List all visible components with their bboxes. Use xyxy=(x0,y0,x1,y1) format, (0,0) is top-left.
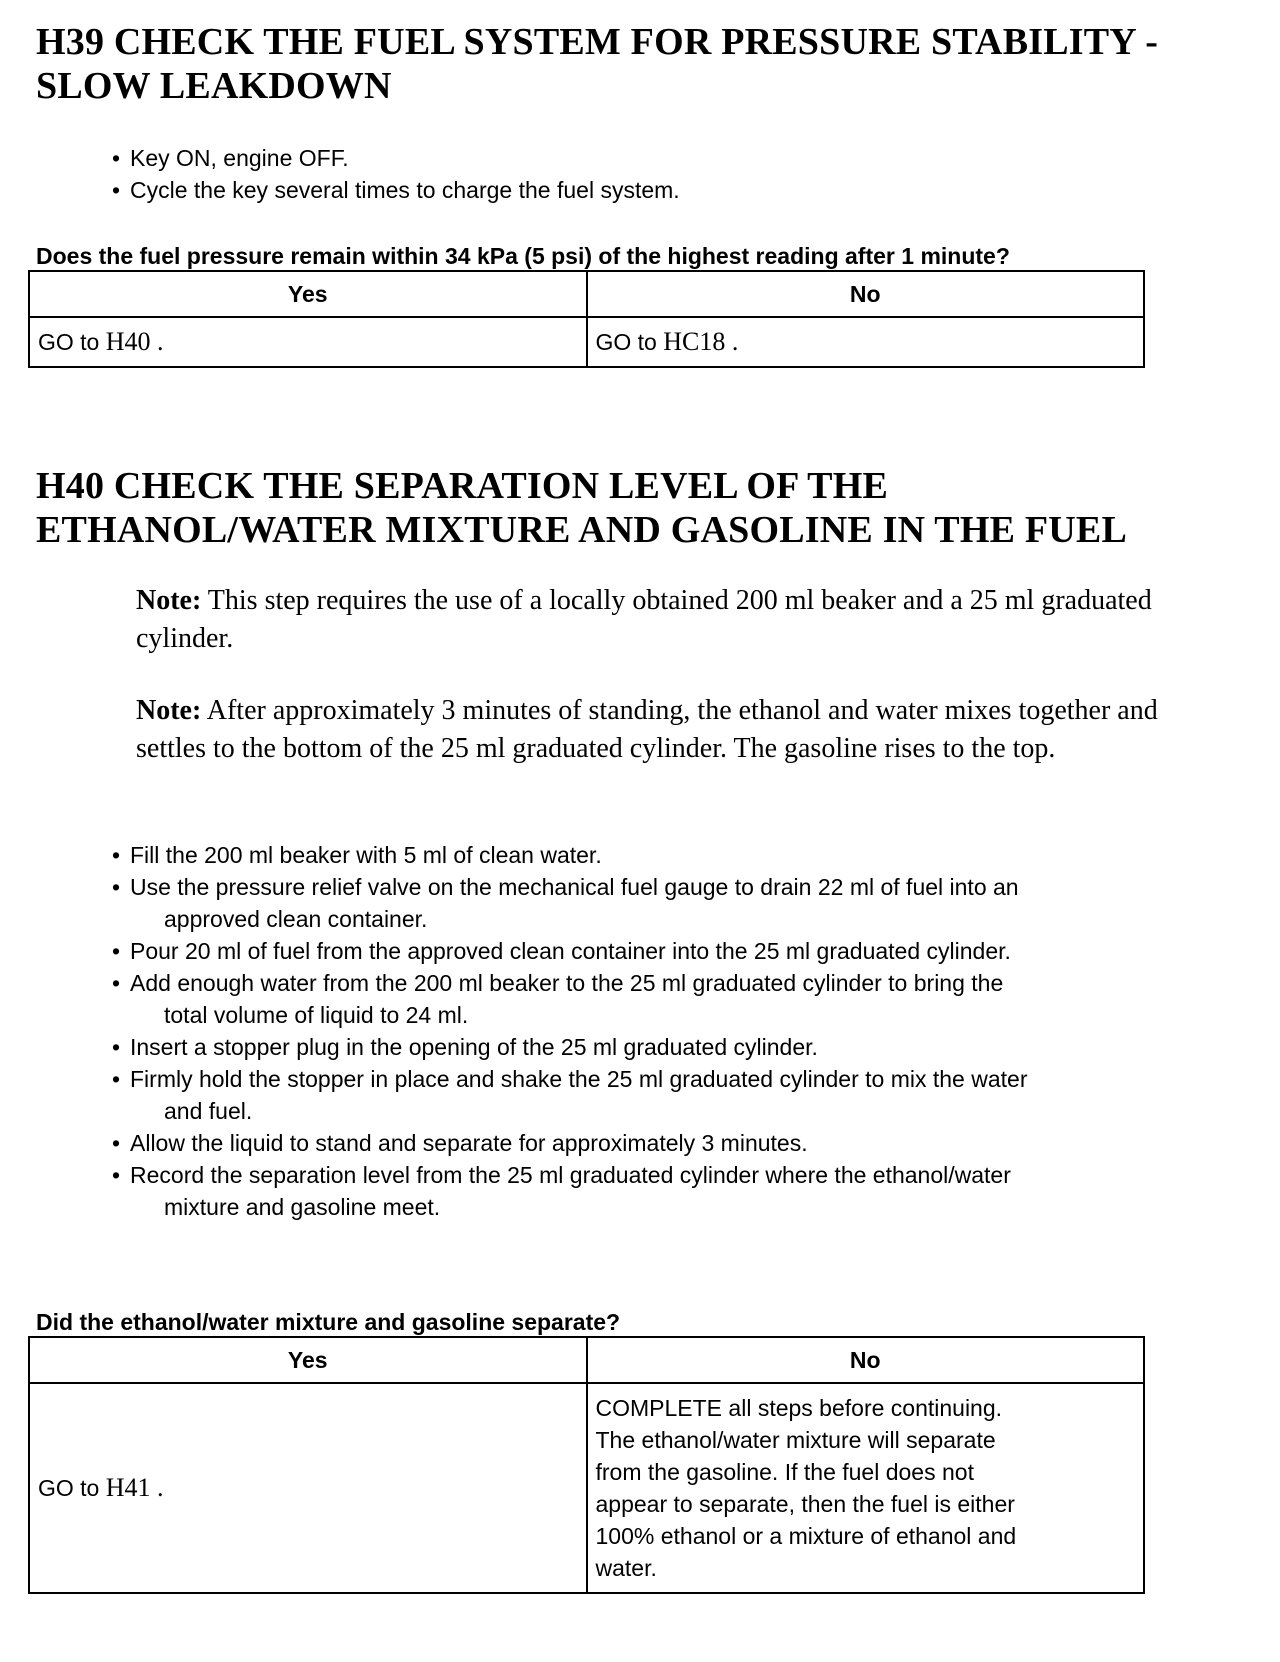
bullet-icon: • xyxy=(112,1162,121,1188)
bullet-icon: • xyxy=(112,1034,121,1060)
yes-header: Yes xyxy=(29,271,587,317)
list-item: • Use the pressure relief valve on the mechanical fuel gauge to drain 22 ml of fuel into an approved clean container. xyxy=(112,871,1027,935)
h40-decision-table xyxy=(28,1336,1145,1594)
h40-title-line1: H40 CHECK THE SEPARATION LEVEL OF THE xyxy=(36,465,889,507)
h39-title-line2: SLOW LEAKDOWN xyxy=(36,65,392,107)
h40-steps-list xyxy=(112,839,1027,1223)
bullet-icon: • xyxy=(112,1066,121,1092)
note-label: Note: xyxy=(136,585,202,616)
list-item: • Firmly hold the stopper in place and shake the 25 ml graduated cylinder to mix the water and fuel. xyxy=(112,1063,1027,1127)
list-item: • Key ON, engine OFF. xyxy=(112,142,680,174)
h41-link[interactable]: H41 . xyxy=(105,1473,164,1502)
list-item: • Cycle the key several times to charge the fuel system. xyxy=(112,174,680,206)
h39-title-line1: H39 CHECK THE FUEL SYSTEM FOR PRESSURE STABILITY - xyxy=(36,21,1159,63)
no-cell: COMPLETE all steps before continuing. The ethanol/water mixture will separate from the gasoline. If the fuel does not appear to separate, then the fuel is either 100% ethanol or a mixture of ethanol and water. xyxy=(587,1383,1145,1593)
bullet-icon: • xyxy=(112,842,121,868)
h39-decision-table xyxy=(28,270,1145,368)
note-1: Note: This step requires the use of a locally obtained 200 ml beaker and a 25 ml graduated cylinder. xyxy=(136,585,1152,654)
bullet-icon: • xyxy=(112,938,121,964)
list-item: • Add enough water from the 200 ml beaker to the 25 ml graduated cylinder to bring the total volume of liquid to 24 ml. xyxy=(112,967,1027,1031)
yes-header: Yes xyxy=(29,1337,587,1383)
hc18-link[interactable]: HC18 . xyxy=(663,327,739,356)
list-item: • Fill the 200 ml beaker with 5 ml of clean water. xyxy=(112,839,1027,871)
h39-title xyxy=(36,20,1158,108)
bullet-icon: • xyxy=(112,177,121,203)
h39-steps-list xyxy=(112,142,680,206)
bullet-icon: • xyxy=(112,145,121,171)
h40-link[interactable]: H40 . xyxy=(105,327,164,356)
h40-title-line2: ETHANOL/WATER MIXTURE AND GASOLINE IN THE FUEL xyxy=(36,509,1127,551)
no-header: No xyxy=(587,1337,1145,1383)
bullet-icon: • xyxy=(112,874,121,900)
bullet-icon: • xyxy=(112,970,121,996)
yes-cell: GO to H40 . xyxy=(29,317,587,367)
bullet-icon: • xyxy=(112,1130,121,1156)
list-item: • Record the separation level from the 25 ml graduated cylinder where the ethanol/water mixture and gasoline meet. xyxy=(112,1159,1027,1223)
list-item: • Insert a stopper plug in the opening of the 25 ml graduated cylinder. xyxy=(112,1031,1027,1063)
h40-question: Did the ethanol/water mixture and gasoline separate? xyxy=(36,1309,621,1335)
note-label: Note: xyxy=(136,695,202,726)
list-item: • Pour 20 ml of fuel from the approved clean container into the 25 ml graduated cylinder. xyxy=(112,935,1027,967)
no-cell: GO to HC18 . xyxy=(587,317,1145,367)
h39-question: Does the fuel pressure remain within 34 kPa (5 psi) of the highest reading after 1 minute? xyxy=(36,243,1010,269)
list-item: • Allow the liquid to stand and separate for approximately 3 minutes. xyxy=(112,1127,1027,1159)
yes-cell: GO to H41 . xyxy=(29,1383,587,1593)
no-header: No xyxy=(587,271,1145,317)
note-2: Note: After approximately 3 minutes of standing, the ethanol and water mixes together and settles to the bottom of the 25 ml graduated cylinder. The gasoline rises to the top. xyxy=(136,695,1158,764)
h40-title xyxy=(36,464,1127,552)
